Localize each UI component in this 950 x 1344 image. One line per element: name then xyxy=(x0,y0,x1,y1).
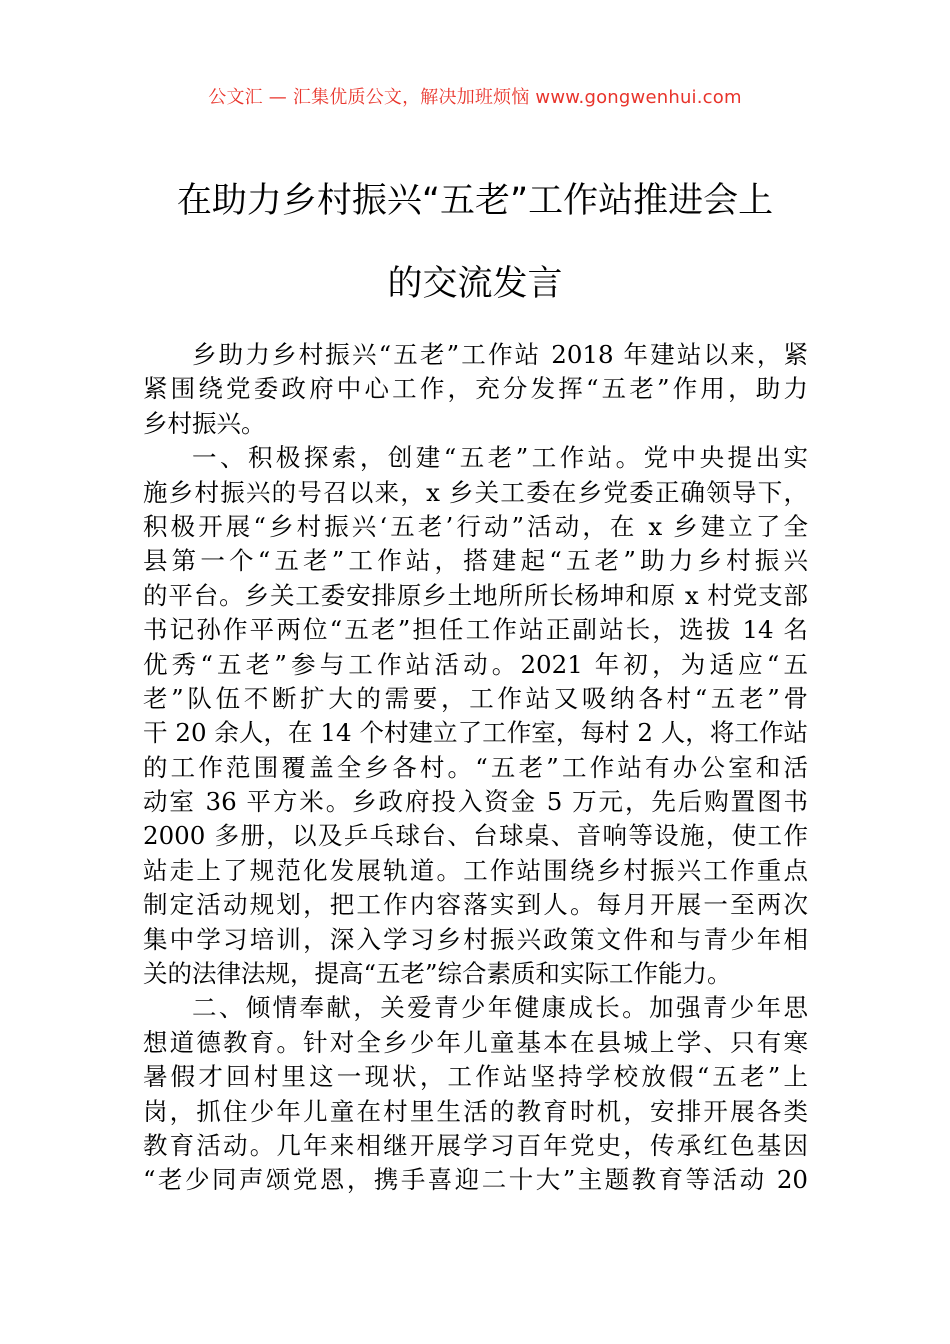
body-line: 乡助力乡村振兴“五老”工作站 2018 年建站以来，紧 xyxy=(192,340,808,369)
body-line: 站走上了规范化发展轨道。工作站围绕乡村振兴工作重点 xyxy=(143,855,808,885)
body-line: 2000 多册，以及乒乓球台、台球桌、音响等设施，使工作 xyxy=(143,821,808,851)
body-line: 施乡村振兴的号召以来，x 乡关工委在乡党委正确领导下， xyxy=(143,477,808,507)
body-line: 教育活动。几年来相继开展学习百年党史，传承红色基因 xyxy=(143,1130,808,1160)
body-line: 乡村振兴。 xyxy=(143,408,266,438)
body-line: 县第一个“五老”工作站，搭建起“五老”助力乡村振兴 xyxy=(143,546,808,576)
body-line: 的平台。乡关工委安排原乡土地所所长杨坤和原 x 村党支部 xyxy=(143,580,808,610)
body-line: “老少同声颂党恩，携手喜迎二十大”主题教育等活动 20 xyxy=(143,1165,808,1195)
body-line: 岗，抓住少年儿童在村里生活的教育时机，安排开展各类 xyxy=(143,1096,808,1126)
body-line: 紧围绕党委政府中心工作，充分发挥“五老”作用，助力 xyxy=(143,374,808,404)
title-line-1: 在助力乡村振兴“五老”工作站推进会上 xyxy=(176,181,774,221)
body-line: 制定活动规划，把工作内容落实到人。每月开展一至两次 xyxy=(143,890,808,920)
body-line: 二、倾情奉献，关爱青少年健康成长。加强青少年思 xyxy=(192,993,808,1023)
body-line: 老”队伍不断扩大的需要，工作站又吸纳各村“五老”骨 xyxy=(143,683,808,713)
body-line: 一、积极探索，创建“五老”工作站。党中央提出实 xyxy=(192,443,808,473)
body-line: 暑假才回村里这一现状，工作站坚持学校放假“五老”上 xyxy=(143,1062,808,1092)
body-line: 干 20 余人，在 14 个村建立了工作室，每村 2 人，将工作站 xyxy=(143,718,808,748)
body-line: 优秀“五老”参与工作站活动。2021 年初，为适应“五 xyxy=(143,649,808,679)
title-line-2: 的交流发言 xyxy=(387,264,563,304)
document-body xyxy=(143,338,808,1198)
body-line: 积极开展“乡村振兴‘五老’行动”活动，在 x 乡建立了全 xyxy=(143,511,808,541)
body-line: 的工作范围覆盖全乡各村。“五老”工作站有办公室和活 xyxy=(143,752,808,782)
document-title xyxy=(60,178,890,308)
body-line: 关的法律法规，提高“五老”综合素质和实际工作能力。 xyxy=(143,959,732,989)
body-line: 动室 36 平方米。乡政府投入资金 5 万元，先后购置图书 xyxy=(143,787,808,817)
body-line: 想道德教育。针对全乡少年儿童基本在县城上学、只有寒 xyxy=(143,1027,808,1057)
body-line: 书记孙作平两位“五老”担任工作站正副站长，选拔 14 名 xyxy=(143,615,808,645)
site-watermark-header: 公文汇 — 汇集优质公文，解决加班烦恼 www.gongwenhui.com xyxy=(208,87,742,108)
body-line: 集中学习培训，深入学习乡村振兴政策文件和与青少年相 xyxy=(143,924,808,954)
